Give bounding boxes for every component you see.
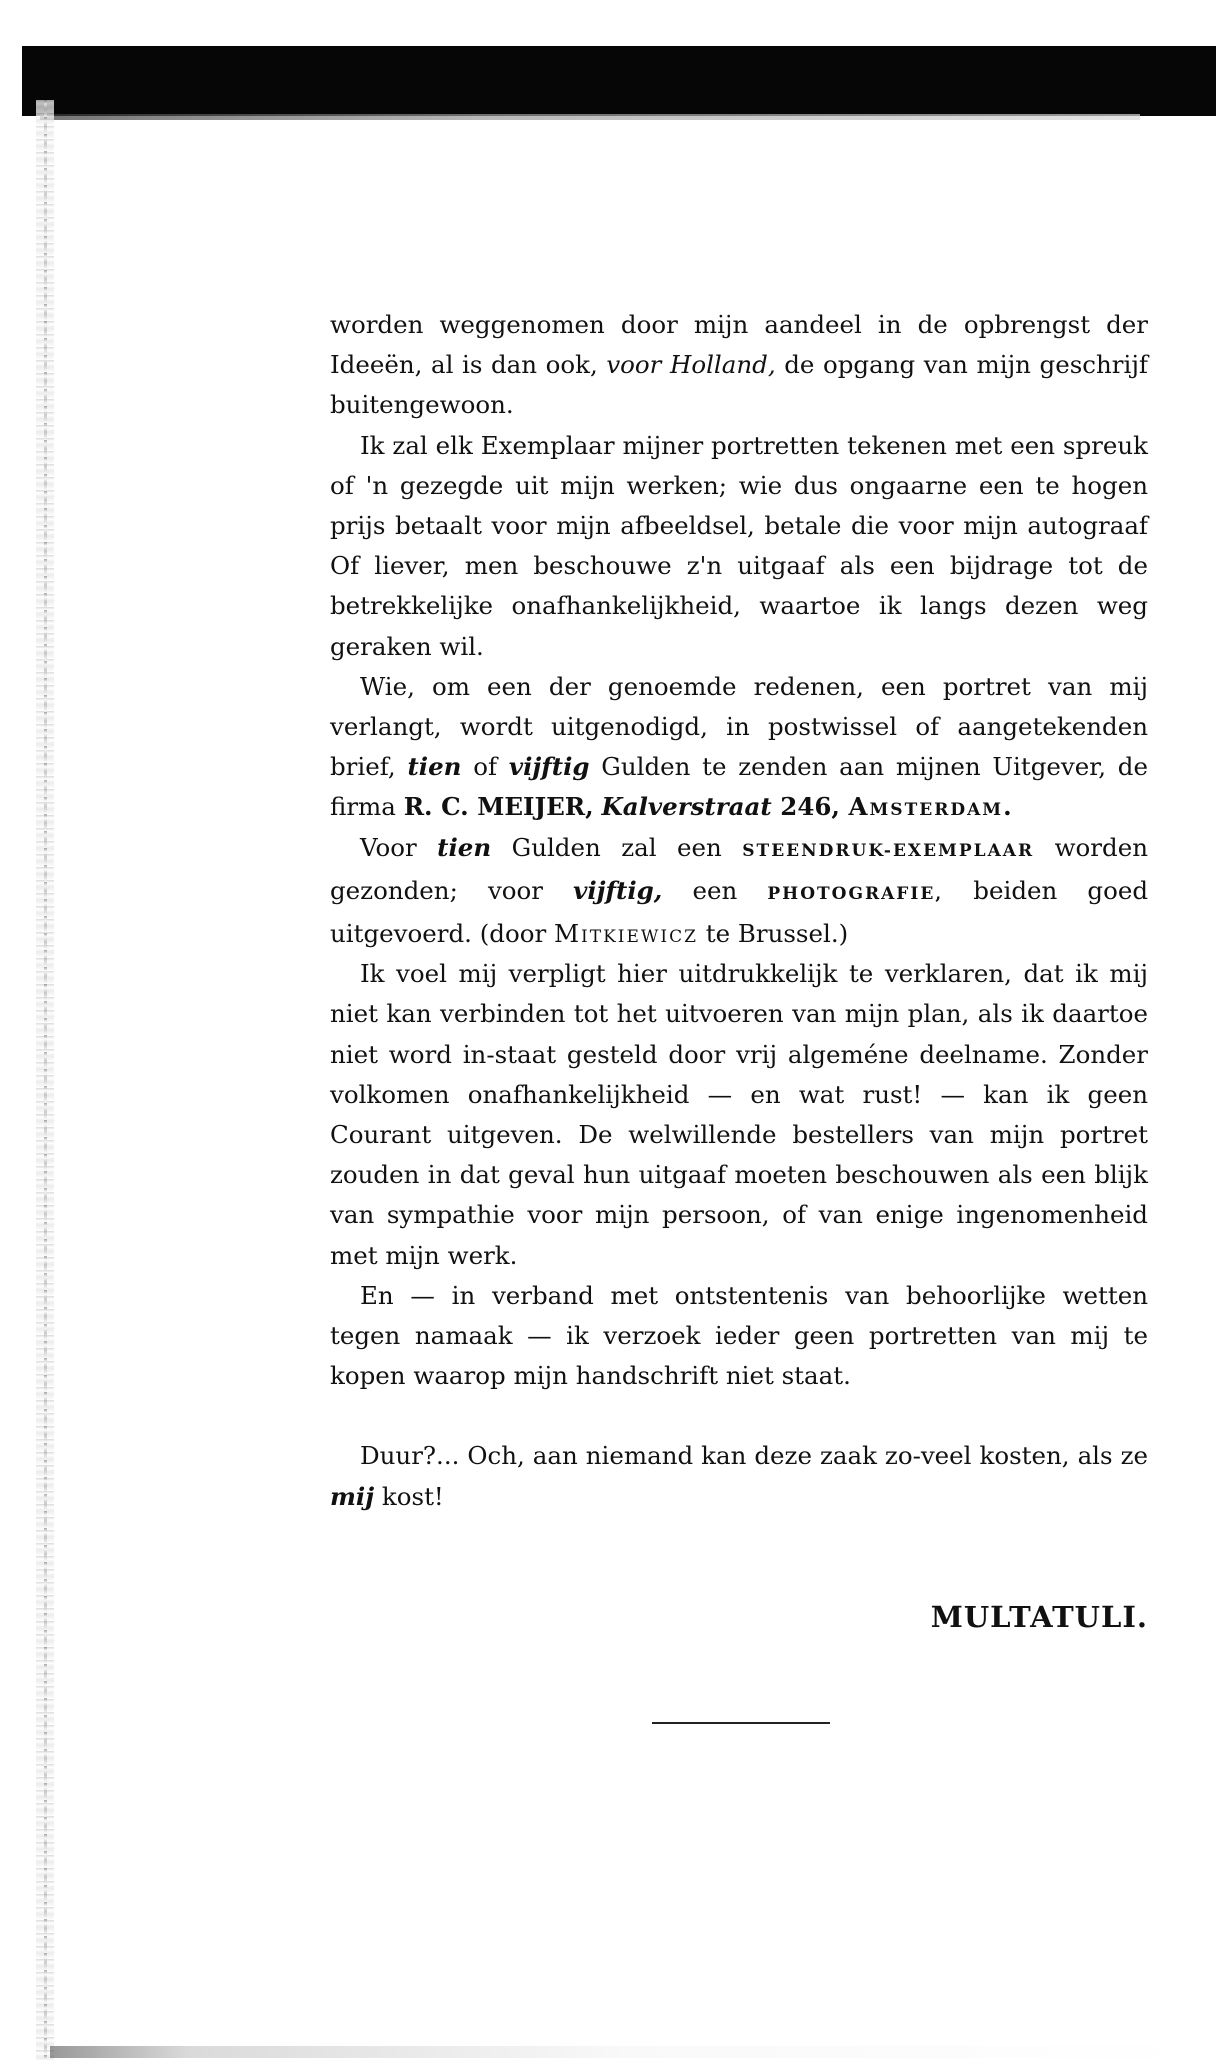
paragraph-5: Ik voel mij verpligt hier uitdrukkelijk te verklaren, dat ik mij niet kan verbinden tot het uitvoeren van mijn plan, als ik daartoe niet word in-staat gesteld door vrij algeméne deelname. Zonder volkomen onafhankelijkheid — en wat rust! — kan ik geen Courant uitgeven. De welwillende bestellers van mijn portret zouden in dat geval hun uitgaaf moeten beschouwen als een blijk van sympathie voor mijn persoon, of van enige ingenomenheid met mijn werk. <box>330 959 1148 1270</box>
paragraph-1-text-a: worden weggenomen door mijn aandeel in de opbrengst der Ideeën, al is dan ook, <box>330 310 1148 380</box>
street-number: 246, <box>771 792 849 822</box>
paragraph-3-text-c: Gulden te zenden aan mijnen Uitgever, de firma <box>330 752 1148 822</box>
scan-left-edge-specks <box>44 100 47 2060</box>
lithograph-label: STEENDRUK-EXEMPLAAR <box>742 840 1035 861</box>
paragraph-1 <box>330 305 1148 426</box>
paragraph-4-italic-vijftig: vijftig, <box>573 875 663 905</box>
paragraph-3-text-b: of <box>461 752 509 782</box>
scan-top-border-fade <box>40 114 1140 120</box>
paragraph-3-italic-vijftig: vijftig <box>508 752 590 782</box>
paragraph-2: Ik zal elk Exemplaar mijner portretten tekenen met een spreuk of 'n gezegde uit mijn werken; wie dus ongaarne een te hogen prijs betaalt voor mijn afbeeldsel, betale die voor mijn autograaf Of liever, men beschouwe z'n uitgaaf als een bijdrage tot de betrekkelijke onafhankelijkheid, waartoe ik langs dezen weg geraken wil. <box>330 430 1148 661</box>
paragraph-4-text-f: te Brussel.) <box>697 919 849 949</box>
paragraph-7 <box>330 1436 1148 1516</box>
scan-top-border <box>22 46 1216 116</box>
city-name: Amsterdam. <box>848 792 1014 822</box>
scan-bottom-smudge <box>50 2046 1200 2058</box>
paragraph-7-text-b: kost! <box>374 1481 444 1511</box>
paragraph-7-italic-mij: mij <box>330 1481 375 1511</box>
publisher-name: R. C. MEIJER, <box>403 792 594 822</box>
paragraph-4 <box>330 828 1148 955</box>
paragraph-4-text-b: Gulden zal een <box>491 832 743 862</box>
paragraph-4-text-d: een <box>662 875 768 905</box>
photograph-label: PHOTOGRAFIE, <box>767 883 944 904</box>
paragraph-6: En — in verband met ontstentenis van behoorlijke wetten tegen namaak — ik verzoek ieder geen portretten van mij te kopen waarop mijn handschrift niet staat. <box>330 1280 1148 1391</box>
photographer-name: Mitkiewicz <box>553 919 698 949</box>
paragraph-7-text-a: Duur?... Och, aan niemand kan deze zaak zo-veel kosten, als ze <box>360 1441 1148 1471</box>
paragraph-3 <box>330 667 1148 828</box>
paragraph-1-italic-holland: voor Holland, <box>606 350 776 380</box>
paragraph-4-text-c: worden gezonden; voor <box>330 832 1148 905</box>
paragraph-4-text-e: beiden goed uitgevoerd. (door <box>330 875 1149 949</box>
author-signature: MULTATULI. <box>930 1600 1148 1634</box>
paragraph-4-text-a: Voor <box>360 832 438 862</box>
paragraph-3-italic-tien: tien <box>407 752 462 782</box>
street-name: Kalverstraat <box>601 792 772 822</box>
closing-rule <box>652 1722 830 1724</box>
document-body <box>330 305 1148 1517</box>
paragraph-3-text-a: Wie, om een der genoemde redenen, een portret van mij verlangt, wordt uitgenodigd, in postwissel of aangetekenden brief, <box>330 671 1148 782</box>
paragraph-1-text-b: de opgang van mijn geschrijf buitengewoon. <box>330 350 1148 420</box>
paragraph-4-italic-tien: tien <box>437 832 492 862</box>
